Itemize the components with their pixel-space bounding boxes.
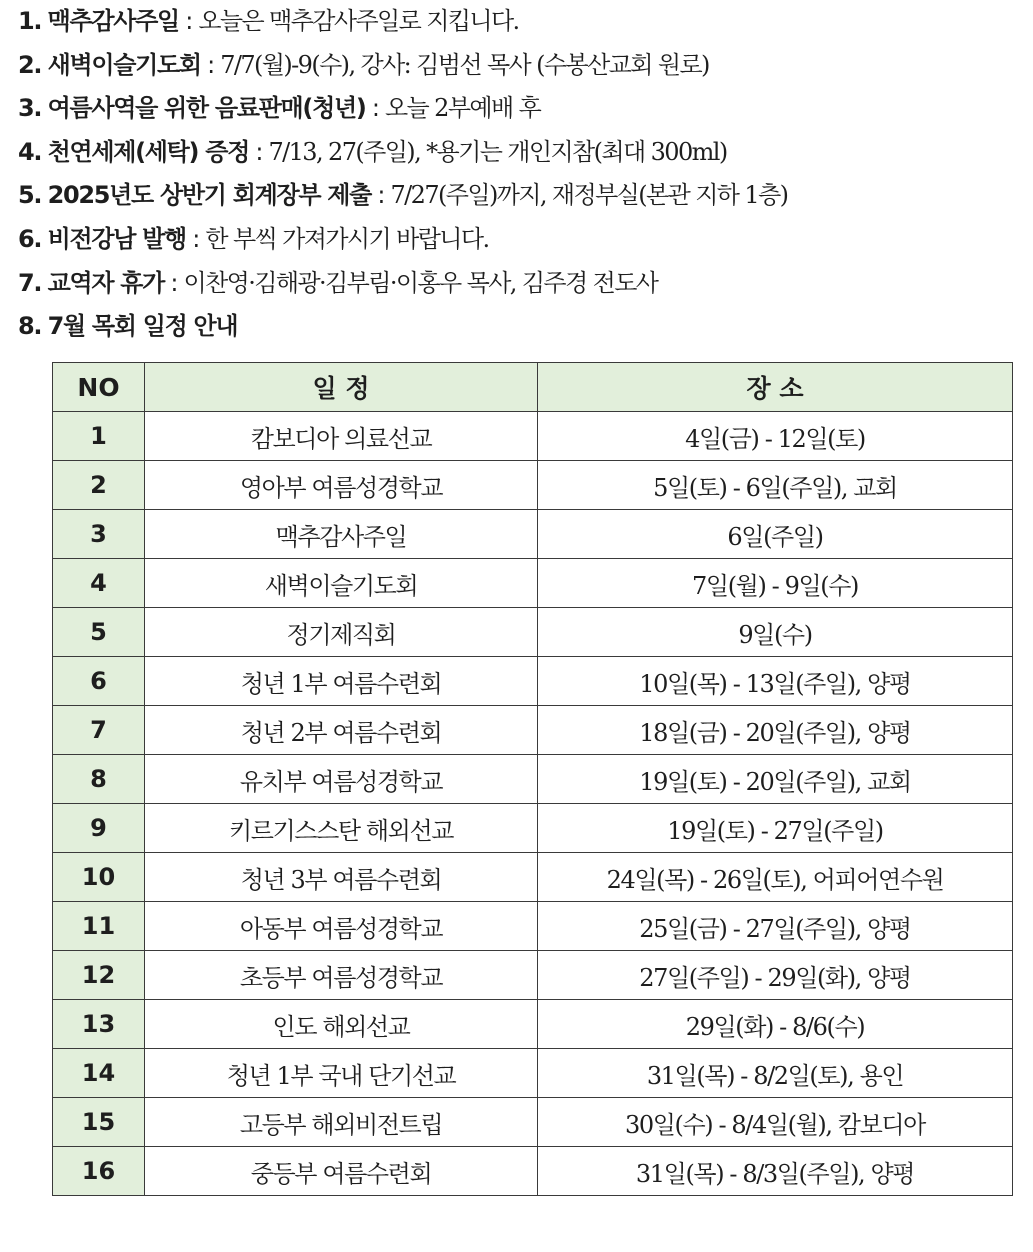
row-number-cell: 2 xyxy=(53,461,145,510)
notice-separator: : xyxy=(249,137,269,166)
column-header-no: NO xyxy=(53,363,145,412)
event-cell: 맥추감사주일 xyxy=(145,510,538,559)
row-number-cell: 8 xyxy=(53,755,145,804)
table-row xyxy=(53,706,1013,755)
place-cell: 31일(목) - 8/2일(토), 용인 xyxy=(538,1049,1013,1098)
event-cell: 중등부 여름수련회 xyxy=(145,1147,538,1196)
event-cell: 캄보디아 의료선교 xyxy=(145,412,538,461)
column-header-place: 장 소 xyxy=(538,363,1013,412)
notice-title: 7월 목회 일정 안내 xyxy=(47,312,238,341)
notice-separator: : xyxy=(164,268,184,297)
place-cell: 4일(금) - 12일(토) xyxy=(538,412,1013,461)
notice-item-6 xyxy=(18,218,1018,262)
notice-number: 2. xyxy=(18,50,42,79)
notice-title: 여름사역을 위한 음료판매(청년) xyxy=(47,94,366,123)
place-cell: 29일(화) - 8/6(수) xyxy=(538,1000,1013,1049)
event-cell: 정기제직회 xyxy=(145,608,538,657)
place-cell: 25일(금) - 27일(주일), 양평 xyxy=(538,902,1013,951)
event-cell: 청년 1부 여름수련회 xyxy=(145,657,538,706)
place-cell: 5일(토) - 6일(주일), 교회 xyxy=(538,461,1013,510)
place-cell: 18일(금) - 20일(주일), 양평 xyxy=(538,706,1013,755)
row-number-cell: 1 xyxy=(53,412,145,461)
notice-item-8 xyxy=(18,305,1018,349)
row-number-cell: 13 xyxy=(53,1000,145,1049)
notice-item-5 xyxy=(18,174,1018,218)
table-row xyxy=(53,559,1013,608)
table-row xyxy=(53,804,1013,853)
table-row xyxy=(53,853,1013,902)
table-row xyxy=(53,902,1013,951)
event-cell: 영아부 여름성경학교 xyxy=(145,461,538,510)
notice-number: 8. xyxy=(18,312,42,341)
event-cell: 인도 해외선교 xyxy=(145,1000,538,1049)
notice-title: 새벽이슬기도회 xyxy=(47,50,201,79)
row-number-cell: 5 xyxy=(53,608,145,657)
place-cell: 31일(목) - 8/3일(주일), 양평 xyxy=(538,1147,1013,1196)
event-cell: 아동부 여름성경학교 xyxy=(145,902,538,951)
notice-number: 1. xyxy=(18,7,42,35)
notice-title: 2025년도 상반기 회계장부 제출 xyxy=(47,181,372,210)
event-cell: 청년 2부 여름수련회 xyxy=(145,706,538,755)
event-cell: 청년 1부 국내 단기선교 xyxy=(145,1049,538,1098)
place-cell: 6일(주일) xyxy=(538,510,1013,559)
row-number-cell: 9 xyxy=(53,804,145,853)
table-row xyxy=(53,1098,1013,1147)
notice-number: 5. xyxy=(18,181,42,210)
notice-title: 비전강남 발행 xyxy=(47,224,186,253)
table-row xyxy=(53,510,1013,559)
notice-item-2 xyxy=(18,44,1018,88)
notice-description: 이찬영·김해광·김부림·이홍우 목사, 김주경 전도사 xyxy=(183,268,658,297)
notice-separator: : xyxy=(365,94,385,123)
notice-description: 7/7(월)-9(수), 강사: 김범선 목사 (수봉산교회 원로) xyxy=(220,50,709,79)
notice-title: 천연세제(세탁) 증정 xyxy=(47,137,250,166)
notice-separator: : xyxy=(185,224,206,253)
column-header-event: 일 정 xyxy=(145,363,538,412)
row-number-cell: 3 xyxy=(53,510,145,559)
notice-description: 7/27(주일)까지, 재정부실(본관 지하 1층) xyxy=(390,181,788,210)
schedule-table xyxy=(52,362,1013,1196)
row-number-cell: 6 xyxy=(53,657,145,706)
table-row xyxy=(53,1049,1013,1098)
notice-separator: : xyxy=(178,7,199,35)
notice-list xyxy=(18,0,1018,349)
place-cell: 30일(수) - 8/4일(월), 캄보디아 xyxy=(538,1098,1013,1147)
notice-number: 7. xyxy=(18,268,42,297)
notice-number: 4. xyxy=(18,137,42,166)
notice-separator: : xyxy=(371,181,391,210)
row-number-cell: 11 xyxy=(53,902,145,951)
row-number-cell: 16 xyxy=(53,1147,145,1196)
row-number-cell: 7 xyxy=(53,706,145,755)
event-cell: 키르기스스탄 해외선교 xyxy=(145,804,538,853)
table-row xyxy=(53,1147,1013,1196)
notice-item-7 xyxy=(18,262,1018,306)
row-number-cell: 15 xyxy=(53,1098,145,1147)
table-row xyxy=(53,608,1013,657)
table-row xyxy=(53,951,1013,1000)
notice-item-4 xyxy=(18,131,1018,175)
table-header-row xyxy=(53,363,1013,412)
event-cell: 새벽이슬기도회 xyxy=(145,559,538,608)
table-row xyxy=(53,461,1013,510)
event-cell: 청년 3부 여름수련회 xyxy=(145,853,538,902)
row-number-cell: 12 xyxy=(53,951,145,1000)
table-row xyxy=(53,1000,1013,1049)
notice-separator: : xyxy=(200,50,221,79)
notice-title: 맥추감사주일 xyxy=(47,7,179,35)
place-cell: 9일(수) xyxy=(538,608,1013,657)
row-number-cell: 10 xyxy=(53,853,145,902)
place-cell: 27일(주일) - 29일(화), 양평 xyxy=(538,951,1013,1000)
notice-number: 3. xyxy=(18,94,42,123)
schedule-body xyxy=(53,412,1013,1196)
notice-number: 6. xyxy=(18,224,42,253)
place-cell: 19일(토) - 27일(주일) xyxy=(538,804,1013,853)
notice-description: 한 부씩 가져가시기 바랍니다. xyxy=(205,224,489,253)
table-row xyxy=(53,755,1013,804)
notice-description: 7/13, 27(주일), *용기는 개인지참(최대 300ml) xyxy=(268,137,727,166)
row-number-cell: 14 xyxy=(53,1049,145,1098)
notice-item-1 xyxy=(18,0,1018,44)
notice-description: 오늘은 맥추감사주일로 지킵니다. xyxy=(198,7,519,35)
place-cell: 10일(목) - 13일(주일), 양평 xyxy=(538,657,1013,706)
table-row xyxy=(53,657,1013,706)
notice-item-3 xyxy=(18,87,1018,131)
event-cell: 초등부 여름성경학교 xyxy=(145,951,538,1000)
event-cell: 유치부 여름성경학교 xyxy=(145,755,538,804)
place-cell: 7일(월) - 9일(수) xyxy=(538,559,1013,608)
place-cell: 19일(토) - 20일(주일), 교회 xyxy=(538,755,1013,804)
notice-description: 오늘 2부예배 후 xyxy=(384,94,541,123)
notice-title: 교역자 휴가 xyxy=(47,268,165,297)
place-cell: 24일(목) - 26일(토), 어피어연수원 xyxy=(538,853,1013,902)
table-row xyxy=(53,412,1013,461)
event-cell: 고등부 해외비전트립 xyxy=(145,1098,538,1147)
row-number-cell: 4 xyxy=(53,559,145,608)
